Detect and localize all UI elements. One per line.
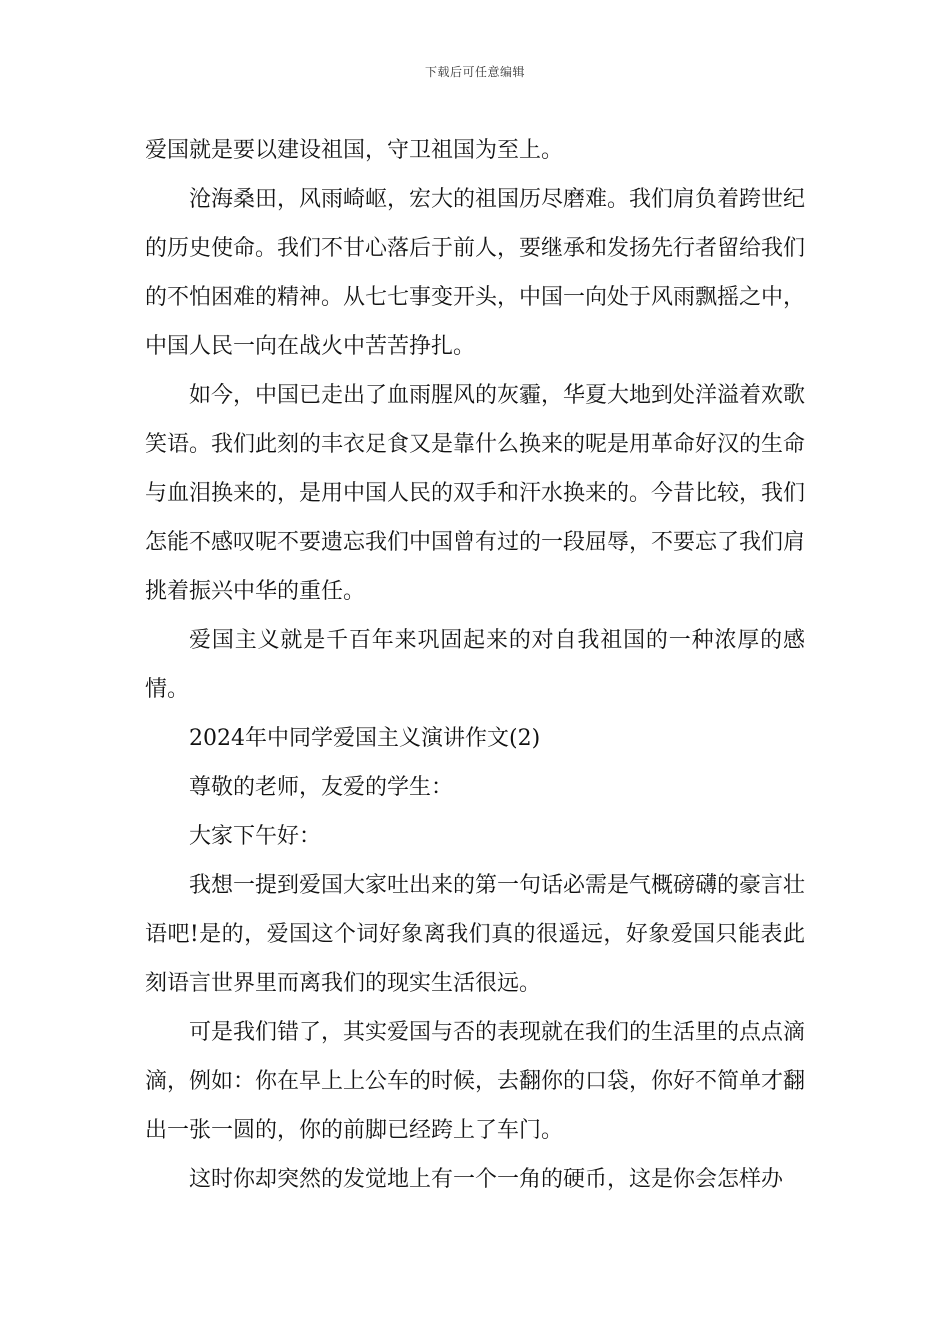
paragraph-4: 爱国主义就是千百年来巩固起来的对自我祖国的一种浓厚的感情。	[145, 628, 805, 702]
section-title: 2024年中同学爱国主义演讲作文(2)	[189, 726, 541, 751]
page-header: 下载后可任意编辑	[424, 65, 525, 79]
salutation: 尊敬的老师，友爱的学生：	[189, 775, 454, 800]
paragraph-8: 我想一提到爱国大家吐出来的第一句话必需是气概磅礴的豪言壮语吧!是的，爱国这个词好象离我们真的很遥远，好象爱国只能表此刻语言世界里而离我们的现实生活很远。	[145, 873, 806, 996]
paragraph-2: 沧海桑田，风雨崎岖，宏大的祖国历尽磨难。我们肩负着跨世纪的历史使命。我们不甘心落后于前人，要继承和发扬先行者留给我们的不怕困难的精神。从七七事变开头，中国一向处于风雨飘摇之中，中国人民一向在战火中苦苦挣扎。	[145, 187, 806, 359]
paragraph-3: 如今，中国已走出了血雨腥风的灰霾，华夏大地到处洋溢着欢歌笑语。我们此刻的丰衣足食又是靠什么换来的呢是用革命好汉的生命与血泪换来的，是用中国人民的双手和汗水换来的。今昔比较，我们怎能不感叹呢不要遗忘我们中国曾有过的一段屈辱，不要忘了我们肩挑着振兴中华的重任。	[145, 383, 806, 604]
paragraph-1: 爱国就是要以建设祖国，守卫祖国为至上。	[145, 138, 564, 163]
paragraph-9: 可是我们错了，其实爱国与否的表现就在我们的生活里的点点滴滴，例如：你在早上上公车的时候，去翻你的口袋，你好不简单才翻出一张一圆的，你的前脚已经跨上了车门。	[145, 1020, 806, 1143]
greeting: 大家下午好：	[189, 824, 322, 849]
paragraph-10: 这时你却突然的发觉地上有一个一角的硬币，这是你会怎样办	[189, 1167, 784, 1192]
document-body	[145, 126, 805, 1204]
